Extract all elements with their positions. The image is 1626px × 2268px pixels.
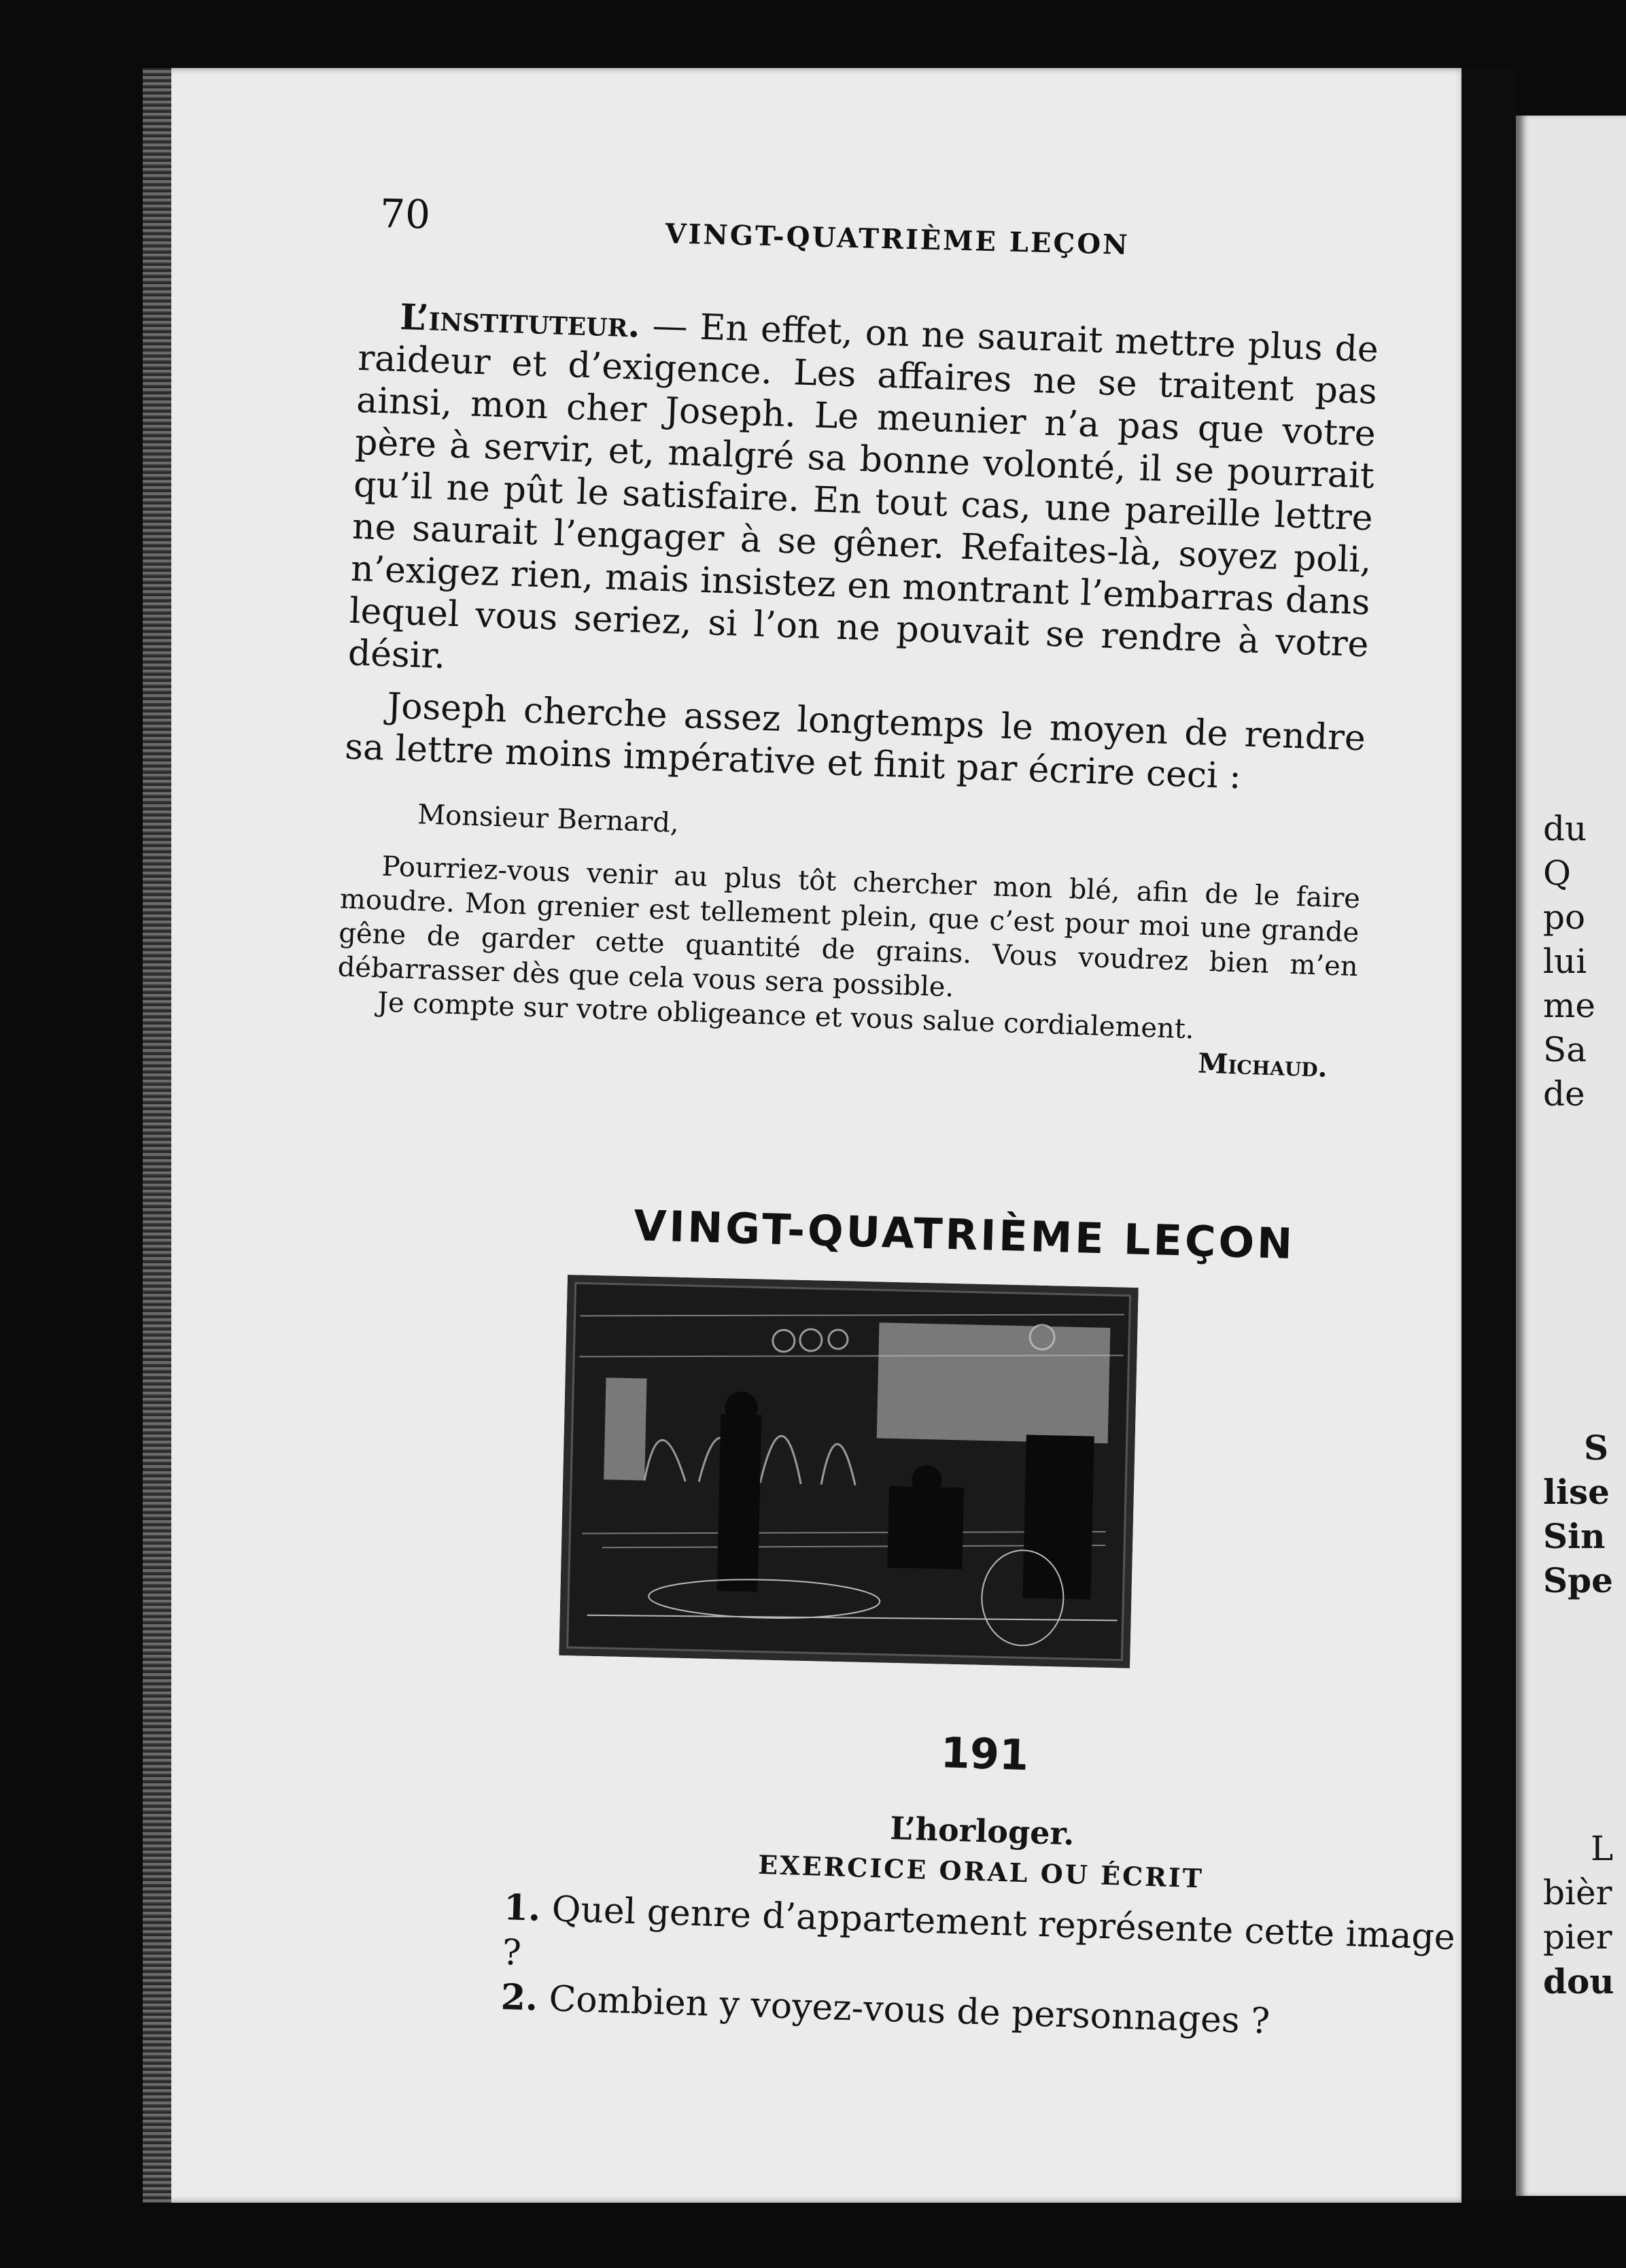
question-text: Quel genre d’appartement représente cette image ? xyxy=(502,1889,1456,1974)
facing-fragment: L xyxy=(1591,1829,1614,1868)
lesson-title: VINGT-QUATRIÈME LEÇON xyxy=(633,1200,1296,1269)
question-number: 2. xyxy=(500,1976,539,2019)
exercise-subtitle: EXERCICE ORAL OU ÉCRIT xyxy=(757,1849,1205,1894)
narrative-paragraph: Joseph cherche assez longtemps le moyen de rendre sa lettre moins impérative et finit par écrire ceci : xyxy=(344,685,1366,797)
question-text: Combien y voyez-vous de personnages ? xyxy=(548,1978,1270,2042)
running-header xyxy=(379,190,1346,275)
facing-fragment: lise xyxy=(1543,1472,1610,1512)
facing-fragment: me xyxy=(1543,986,1596,1025)
facing-fragment: S xyxy=(1584,1428,1609,1468)
facing-fragment: pier xyxy=(1543,1917,1612,1957)
facing-fragment: Q xyxy=(1543,853,1571,893)
facing-fragment: du xyxy=(1543,809,1587,848)
main-text xyxy=(335,286,1380,1086)
book-page-right xyxy=(1516,116,1626,2196)
exercise-block xyxy=(473,1713,1461,2050)
facing-fragment: de xyxy=(1543,1074,1585,1114)
speaker-label: L’instituteur. xyxy=(399,296,641,346)
running-title: VINGT-QUATRIÈME LEÇON xyxy=(664,218,1130,261)
facing-fragment: po xyxy=(1543,897,1586,937)
exercise-number: 191 xyxy=(939,1728,1030,1781)
facing-fragment: bièr xyxy=(1543,1873,1612,1912)
page-gutter xyxy=(1461,68,1516,2203)
facing-fragment: Sa xyxy=(1543,1030,1587,1069)
book-page-left xyxy=(143,68,1461,2203)
teacher-paragraph xyxy=(347,295,1379,708)
question-number: 1. xyxy=(503,1887,542,1929)
letter-salutation: Monsieur Bernard, xyxy=(417,799,680,839)
teacher-speech: — En effet, on ne saurait mettre plus de raideur et d’exigence. Les affaires ne se traitent pas ainsi, mon cher Joseph. Le meunier n’a pas que votre père à servir, et, malgré sa bonne volonté, il se pourrait qu’il ne pût le satisfaire. En tout cas, une pareille lettre ne saurait l’engager à se gêner. Refaites-là, soyez poli, n’exigez rien, mais insistez en montrant l’embarras dans lequel vous seriez, si l’on ne pouvait se rendre à votre désir. xyxy=(347,305,1379,677)
facing-fragment: Sin xyxy=(1543,1516,1606,1556)
facing-fragment: dou xyxy=(1543,1961,1614,2001)
facing-fragment: lui xyxy=(1543,942,1587,981)
watchmaker-engraving xyxy=(559,1275,1138,1668)
facing-fragment: Spe xyxy=(1543,1560,1613,1600)
page-number: 70 xyxy=(379,190,431,238)
letter-closing: Je compte sur votre obligeance et vous salue cordialement. xyxy=(377,986,1195,1046)
exercise-title: L’horloger. xyxy=(889,1809,1075,1853)
letter xyxy=(335,795,1363,1086)
book-binding xyxy=(143,68,171,2203)
letter-body: Pourriez-vous venir au plus tôt chercher mon blé, afin de le faire moudre. Mon grenier est tellement plein, que c’est pour moi une grande gêne de garder cette quantité de grains. Vous voudrez bien m’en débarrasser dès que cela vous sera possible. xyxy=(336,850,1361,1003)
letter-signature: Michaud. xyxy=(1197,1047,1328,1084)
